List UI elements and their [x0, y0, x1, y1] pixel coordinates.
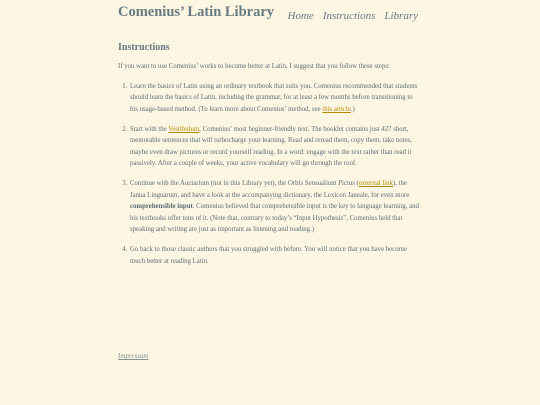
intro-paragraph: If you want to use Comenius’ works to become better at Latin, I suggest that you follow these steps: [118, 63, 390, 70]
comprehensible-input-emphasis: comprehensible input [130, 203, 193, 210]
step-3-text-end: . Comenius believed that comprehensible input is the key to language learning, and his textbooks offer tons of it. (Note that, contrary to today’s “Input Hypothesis”, Comenius held that speaking and writing are just as important as listening and reading.) [130, 203, 419, 233]
nav-home-link[interactable]: Home [287, 10, 314, 22]
step-2-text: Start with the [130, 125, 169, 133]
external-link[interactable]: external link [358, 180, 393, 187]
step-item-1 [129, 81, 422, 116]
vestibulum-link[interactable]: Vestibulum [168, 125, 200, 133]
this-article-link[interactable]: this article [322, 105, 351, 113]
step-3-text: Continue with the Auctarium (not in this Library yet), the Orbis Sensualium Pictus ( [130, 180, 359, 187]
step-item-4 [129, 244, 422, 267]
nav-library-link[interactable]: Library [384, 10, 418, 22]
step-2-text-end: , Comenius’ most beginner-friendly text. The booklet contains just 427 short, memorable sentences that will turbocharge your learning. Read and reread them, copy them, take notes, maybe even draw pictures or record yourself reading. In a word: engage with the text rather than read it passively. After a couple of weeks, your active vocabulary will go through the roof. [130, 125, 412, 167]
step-item-3 [129, 178, 422, 236]
main-content [118, 42, 422, 276]
nav-instructions-link[interactable]: Instructions [322, 10, 376, 22]
steps-list [118, 81, 422, 268]
site-header [118, 4, 418, 24]
step-1-text-end: .) [350, 105, 355, 113]
main-nav [283, 6, 418, 24]
step-item-2 [129, 124, 422, 170]
impressum-link[interactable]: Impressum [118, 352, 149, 360]
step-1-text: Learn the basics of Latin using an ordinary textbook that suits you. Comenius recommended that students should learn the basics of Latin, including the grammar, for at least a few months before transitioning to his usage-based method. (To learn more about Comenius’ method, see [130, 82, 418, 113]
step-4-text: Go back to those classic authors that you struggled with before. You will notice that you have become much better at reading Latin. [130, 246, 407, 265]
site-footer [118, 345, 148, 363]
page-heading: Instructions [118, 42, 170, 53]
site-title-link[interactable]: Comenius’ Latin Library [118, 4, 275, 20]
step-3-text-mid: ), the Janua Linguarum, and have a look at the accompanying dictionary, the Lexicon Janeale, for even more [130, 180, 410, 199]
